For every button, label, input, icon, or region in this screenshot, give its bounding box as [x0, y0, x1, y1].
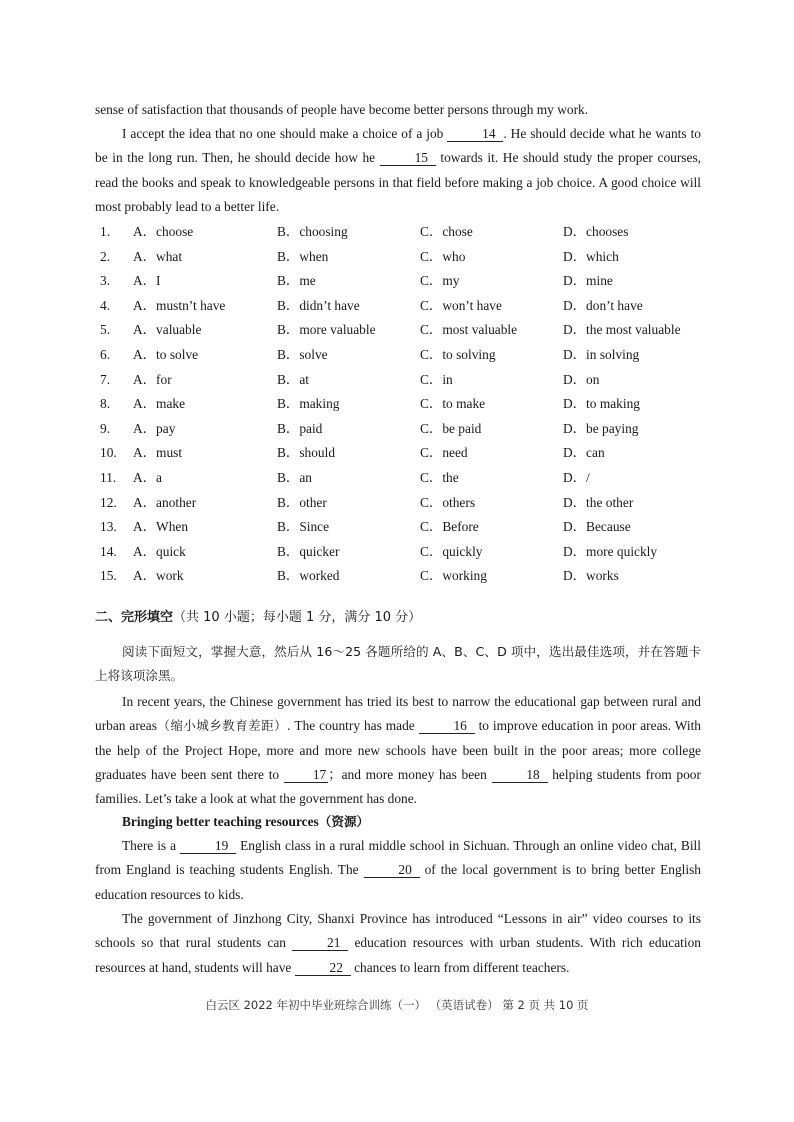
- passage-text: ；and more money has been: [328, 766, 487, 782]
- question-number: 8.: [100, 396, 111, 412]
- option-d: D．mine: [563, 273, 613, 289]
- option-c: C．working: [420, 568, 487, 584]
- question-number: 7.: [100, 371, 111, 387]
- passage-text: English class in a rural middle school in Sichuan. Through an online video chat, Bill from England is teaching students English. The: [95, 838, 702, 878]
- passage-paragraph-education-gap: [95, 690, 701, 811]
- option-c: C．chose: [420, 224, 473, 239]
- blank-22: 22: [295, 960, 351, 976]
- question-row: [95, 220, 715, 245]
- option-b: B．worked: [277, 568, 340, 584]
- option-b: B．when: [277, 248, 329, 264]
- option-b: B．quicker: [277, 543, 340, 559]
- option-a: A．a: [133, 469, 163, 485]
- passage-text: There is a: [122, 838, 177, 853]
- option-b: B．paid: [277, 420, 323, 436]
- option-b: B．didn’t have: [277, 297, 360, 313]
- option-a: A．make: [133, 396, 186, 412]
- passage-paragraph-job-choice: [95, 122, 701, 219]
- question-row: [95, 540, 715, 565]
- question-number: 10.: [100, 445, 117, 461]
- option-a: A．quick: [133, 543, 186, 559]
- option-d: D．the other: [563, 494, 634, 510]
- passage-text: chances to learn from different teachers.: [354, 959, 570, 975]
- option-d: D．to making: [563, 396, 640, 412]
- option-c: C．the: [420, 469, 459, 485]
- blank-21: 21: [292, 935, 348, 951]
- blank-20: 20: [364, 862, 420, 878]
- question-row: [95, 294, 715, 319]
- question-row: [95, 245, 715, 270]
- answer-options-list: [95, 220, 715, 589]
- page-footer: 白云区 2022 年初中毕业班综合训练（一） （英语试卷） 第 2 页 共 10 页: [205, 998, 589, 1012]
- subheading-teaching-resources: [122, 810, 369, 834]
- option-c: C．to solving: [420, 346, 496, 362]
- option-a: A．must: [133, 445, 183, 461]
- option-a: A．valuable: [133, 322, 202, 338]
- option-a: A．to solve: [133, 346, 199, 362]
- option-d: D．on: [563, 371, 600, 387]
- option-b: B．more valuable: [277, 322, 376, 338]
- option-c: C．need: [420, 445, 468, 461]
- question-number: 2.: [100, 248, 111, 264]
- option-d: D．chooses: [563, 224, 629, 239]
- question-number: 15.: [100, 568, 117, 584]
- option-b: B．Since: [277, 519, 330, 535]
- passage-text: The government of Jinzhong City, Shanxi Province has introduced “Lessons in air” video courses to its schools so that rural students can: [95, 911, 701, 951]
- blank-14: 14: [447, 126, 503, 142]
- question-row: [95, 368, 715, 393]
- question-row: [95, 318, 715, 343]
- option-b: B．other: [277, 494, 327, 510]
- option-b: B．choosing: [277, 224, 348, 239]
- question-number: 12.: [100, 494, 117, 510]
- option-b: B．should: [277, 445, 336, 461]
- question-row: [95, 491, 715, 516]
- question-number: 13.: [100, 519, 117, 535]
- blank-16: 16: [419, 718, 475, 734]
- question-row: [95, 392, 715, 417]
- question-row: [95, 269, 715, 294]
- passage-paragraph-jinzhong: [95, 907, 701, 980]
- question-row: [95, 564, 715, 589]
- option-d: D．Because: [563, 519, 631, 535]
- question-number: 3.: [100, 273, 111, 289]
- option-b: B．an: [277, 469, 312, 485]
- passage-text: helping students from poor families. Let’s take a look at what the government has done.: [95, 766, 701, 807]
- passage-text: education resources with urban students. With rich education resources at hand, students will have: [95, 935, 701, 975]
- option-d: D．which: [563, 248, 619, 264]
- passage-text: of the local government is to bring better English education resources to kids.: [95, 862, 701, 902]
- option-c: C．be paid: [420, 420, 482, 436]
- passage-paragraph-sichuan: [95, 834, 701, 907]
- option-d: D．more quickly: [563, 543, 658, 559]
- option-c: C．who: [420, 248, 466, 264]
- option-a: A．mustn’t have: [133, 297, 226, 313]
- subheading-text: Bringing better teaching resources: [122, 814, 319, 829]
- option-a: A．pay: [133, 420, 176, 436]
- option-d: D．/: [563, 469, 590, 485]
- question-number: 9.: [100, 420, 111, 436]
- option-c: C．in: [420, 371, 453, 387]
- section-instructions: 阅读下面短文，掌握大意，然后从 16～25 各题所给的 A、B、C、D 项中，选出最佳选项，并在答题卡上将该项涂黑。: [95, 644, 701, 684]
- option-c: C．won’t have: [420, 297, 502, 313]
- option-a: A．When: [133, 519, 189, 535]
- option-a: A．I: [133, 273, 161, 289]
- section-score-note: （共 10 小题；每小题 1 分，满分 10 分）: [173, 610, 422, 625]
- option-c: C．quickly: [420, 543, 483, 559]
- blank-15: 15: [380, 150, 436, 166]
- option-c: C．my: [420, 273, 460, 289]
- passage-text: In recent years, the Chinese government has tried its best to narrow the educational gap between rural and urban areas: [95, 694, 701, 734]
- question-row: [95, 441, 715, 466]
- option-c: C．Before: [420, 519, 479, 535]
- question-row: [95, 466, 715, 491]
- chinese-gloss: （资源）: [318, 814, 370, 829]
- option-b: B．at: [277, 371, 309, 387]
- question-row: [95, 417, 715, 442]
- question-number: 11.: [100, 469, 117, 485]
- question-row: [95, 343, 715, 368]
- passage-text: . He should decide what he wants to be in the long run. Then, he should decide how he: [95, 126, 701, 166]
- option-c: C．to make: [420, 396, 486, 412]
- section-heading-cloze: [95, 606, 421, 629]
- option-d: D．works: [563, 568, 619, 584]
- option-a: A．for: [133, 371, 172, 387]
- option-b: B．making: [277, 396, 340, 412]
- section-title: 二、完形填空: [95, 610, 174, 625]
- option-a: A．work: [133, 568, 184, 584]
- passage-text: to improve education in poor areas. With the help of the Project Hope, more and more new schools have been built in the poor areas; more college graduates have been sent there to: [95, 718, 701, 782]
- question-row: [95, 515, 715, 540]
- chinese-gloss: （缩小城乡教育差距）: [156, 718, 288, 734]
- question-number: 1.: [100, 224, 111, 239]
- option-a: A．another: [133, 494, 197, 510]
- passage-text: . The country has made: [287, 718, 415, 734]
- option-d: D．don’t have: [563, 297, 643, 313]
- option-d: D．be paying: [563, 420, 639, 436]
- option-a: A．what: [133, 248, 183, 264]
- blank-19: 19: [180, 838, 236, 854]
- option-d: D．in solving: [563, 346, 640, 362]
- blank-17: 17: [284, 767, 328, 783]
- question-number: 14.: [100, 543, 117, 559]
- passage-text: I accept the idea that no one should make a choice of a job: [122, 126, 444, 141]
- option-d: D．can: [563, 445, 605, 461]
- option-b: B．me: [277, 273, 316, 289]
- blank-18: 18: [492, 767, 548, 783]
- option-d: D．the most valuable: [563, 322, 681, 338]
- passage-text: sense of satisfaction that thousands of people have become better persons through my work.: [95, 102, 589, 117]
- passage-text: towards it. He should study the proper courses, read the books and speak to knowledgeable persons in that field before making a job choice. A good choice will most probably lead to a better life.: [95, 150, 702, 214]
- question-number: 5.: [100, 322, 111, 338]
- question-number: 4.: [100, 297, 111, 313]
- passage-line-continued: [95, 98, 701, 122]
- option-b: B．solve: [277, 346, 328, 362]
- option-a: A．choose: [133, 224, 194, 239]
- option-c: C．others: [420, 494, 476, 510]
- question-number: 6.: [100, 346, 111, 362]
- option-c: C．most valuable: [420, 322, 518, 338]
